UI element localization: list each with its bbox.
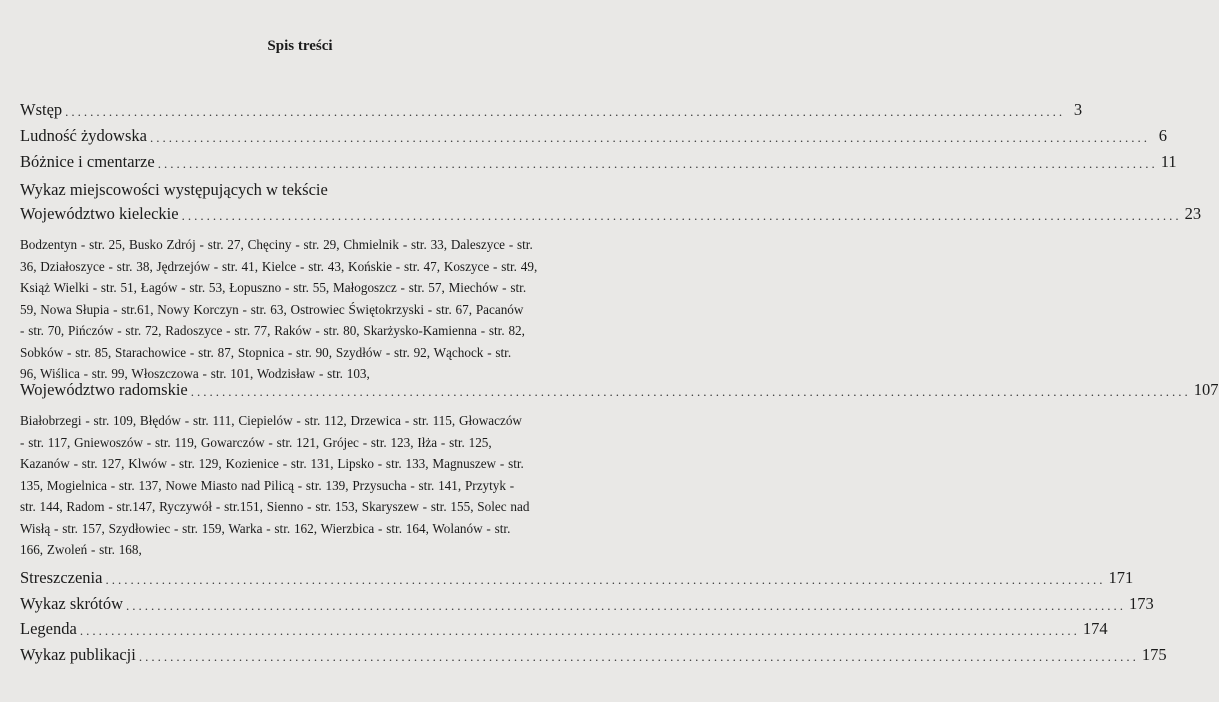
toc-entry-page: 3 [1073,100,1083,119]
toc-entry-page: 107 [1193,380,1219,399]
toc-entry-wykaz-skrotow [20,592,1154,614]
toc-entry-label: Województwo kieleckie [20,204,179,223]
toc-entry-wykaz-publikacji [20,643,1167,665]
toc-entry-wstep [20,98,1083,120]
toc-entry-region-kieleckie [20,202,1202,224]
place-list-line: Sobków - str. 85, Starachowice - str. 87, Stopnica - str. 90, Szydłów - str. 92, Wąchock - str. [20,344,512,360]
place-list-line: Białobrzegi - str. 109, Błędów - str. 111, Ciepielów - str. 112, Drzewica - str. 115, Głowaczów [20,413,522,428]
place-list-line: Kazanów - str. 127, Klwów - str. 129, Kozienice - str. 131, Lipsko - str. 133, Magnuszew - str. [20,456,524,471]
toc-entry-page: 11 [1160,152,1177,171]
place-list-line: 36, Działoszyce - str. 38, Jędrzejów - str. 41, Kielce - str. 43, Końskie - str. 47, Koszyce - str. 49, [20,258,538,274]
toc-entry-label: Wykaz publikacji [20,645,136,664]
toc-entry-label: Ludność żydowska [20,126,147,145]
toc-entry-page: 171 [1108,568,1134,587]
dot-leader: ................................................................................................................................................................ [157,156,1158,171]
toc-entry-label: Bóżnice i cmentarze [20,152,155,171]
place-list-line: Wisłą - str. 157, Szydłowiec - str. 159, Warka - str. 162, Wierzbica - str. 164, Wolanów - str. [20,520,511,536]
region-radomskie-places [20,410,578,561]
toc-entry-page: 174 [1082,619,1108,638]
dot-leader: ................................................................................................................................................................ [181,208,1182,223]
toc-entry-region-radomskie [20,378,1219,400]
dot-leader: ................................................................................................................................................................ [105,572,1106,587]
place-list-line: - str. 117, Gniewoszów - str. 119, Gowarczów - str. 121, Grójec - str. 123, Iłża - str. 125, [20,434,492,450]
dot-leader: ................................................................................................................................................................ [65,104,1066,119]
place-list-line: 96, Wiślica - str. 99, Włoszczowa - str. 101, Wodzisław - str. 103, [20,366,370,381]
toc-entry-label: Legenda [20,619,77,638]
section-heading: Wykaz miejscowości występujących w tekście [20,180,328,199]
place-list-line: Bodzentyn - str. 25, Busko Zdrój - str. 27, Chęciny - str. 29, Chmielnik - str. 33, Daleszyce - str. [20,237,533,252]
dot-leader: ................................................................................................................................................................ [79,623,1080,638]
toc-entry-ludnosc [20,124,1167,146]
dot-leader: ................................................................................................................................................................ [138,649,1139,664]
place-list-line: 59, Nowa Słupia - str.61, Nowy Korczyn - str. 63, Ostrowiec Świętokrzyski - str. 67, Pacanów [20,301,524,317]
toc-entry-page: 175 [1141,645,1167,664]
dot-leader: ................................................................................................................................................................ [190,384,1191,399]
page-title: Spis treści [267,38,333,54]
toc-entry-legenda [20,617,1108,639]
place-list-line: 135, Mogielnica - str. 137, Nowe Miasto nad Pilicą - str. 139, Przysucha - str. 141, Przytyk - [20,477,515,493]
toc-entry-page: 6 [1158,126,1167,145]
toc-entry-label: Wstęp [20,100,63,119]
toc-entry-label: Wykaz skrótów [20,594,124,613]
place-list-line: - str. 70, Pińczów - str. 72, Radoszyce - str. 77, Raków - str. 80, Skarżysko-Kamienna - str. 82, [20,323,525,338]
place-list-line: Książ Wielki - str. 51, Łagów - str. 53, Łopuszno - str. 55, Małogoszcz - str. 57, Miechów - str. [20,280,527,295]
place-list-line: str. 144, Radom - str.147, Ryczywół - str.151, Sienno - str. 153, Skaryszew - str. 155, Solec nad [20,499,530,514]
toc-entry-boznice [20,150,1177,172]
toc-entry-label: Streszczenia [20,568,103,587]
toc-entry-page: 23 [1184,204,1202,223]
toc-entry-label: Województwo radomskie [20,380,188,399]
region-kieleckie-places [20,234,578,385]
dot-leader: ................................................................................................................................................................ [126,598,1127,613]
toc-entry-page: 173 [1129,594,1154,613]
toc-entry-streszczenia [20,566,1134,588]
dot-leader: ................................................................................................................................................................ [149,130,1150,145]
place-list-line: 166, Zwoleń - str. 168, [20,542,142,557]
